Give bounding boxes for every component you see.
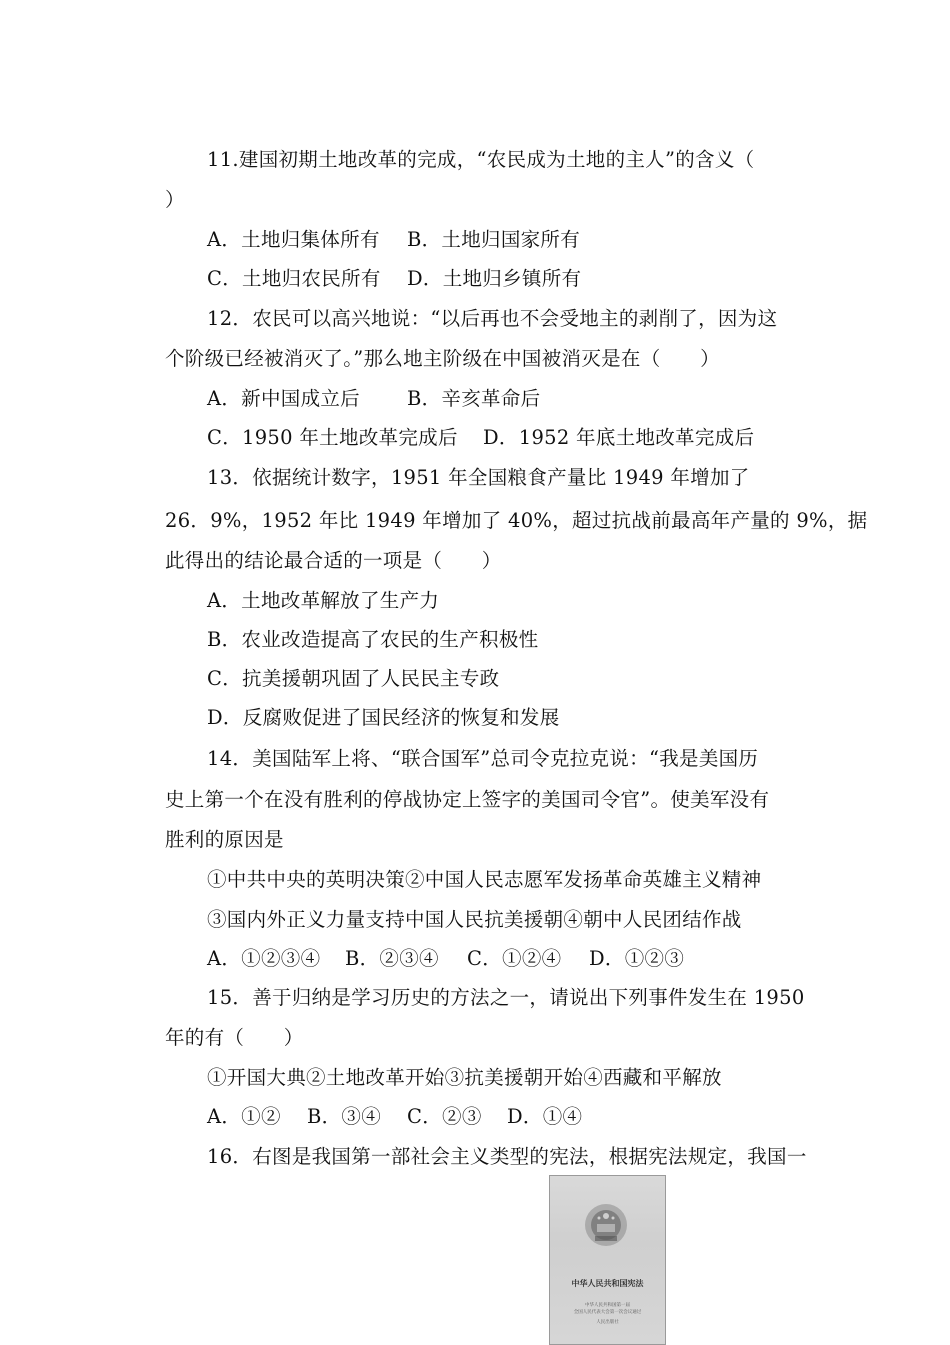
q12-option-a: A．新中国成立后 xyxy=(207,387,360,410)
q11-option-a: A．土地归集体所有 xyxy=(207,228,380,251)
q12-options-row2 xyxy=(207,424,837,452)
q12-options-row1 xyxy=(207,385,837,413)
q14-option-d: D．①②③ xyxy=(589,947,685,970)
q13-stem-line1: 13．依据统计数字，1951 年全国粮食产量比 1949 年增加了 xyxy=(207,466,750,489)
book-publisher: 人民出版社 xyxy=(596,1320,619,1325)
q14-options-row xyxy=(207,945,837,973)
q13-option-d: D．反腐败促进了国民经济的恢复和发展 xyxy=(207,706,560,729)
book-subtitle-2: 全国人民代表大会第一次会议通过 xyxy=(573,1310,642,1315)
q14-item-line1: ①中共中央的英明决策②中国人民志愿军发扬革命英雄主义精神 xyxy=(207,868,762,891)
q14-option-c: C．①②④ xyxy=(467,947,562,970)
q14-option-b: B．②③④ xyxy=(345,947,439,970)
q15-stem-line1: 15．善于归纳是学习历史的方法之一，请说出下列事件发生在 1950 xyxy=(207,986,805,1009)
q13-option-a: A．土地改革解放了生产力 xyxy=(207,589,440,612)
q11-stem-line2: ） xyxy=(165,188,185,211)
q12-stem-line2: 个阶级已经被消灭了。”那么地主阶级在中国被消灭是在（ ） xyxy=(165,347,720,370)
q11-option-c: C．土地归农民所有 xyxy=(207,267,381,290)
national-emblem-icon xyxy=(583,1202,629,1248)
q13-stem-line2: 26．9%，1952 年比 1949 年增加了 40%，超过抗战前最高年产量的 9%，据 xyxy=(165,509,868,532)
q15-item-line1: ①开国大典②土地改革开始③抗美援朝开始④西藏和平解放 xyxy=(207,1066,722,1089)
q15-option-d: D．①④ xyxy=(507,1105,583,1128)
q15-option-b: B．③④ xyxy=(307,1105,382,1128)
q11-options-row2 xyxy=(207,265,837,293)
q15-option-c: C．②③ xyxy=(407,1105,482,1128)
book-title: 中华人民共和国宪法 xyxy=(571,1279,644,1288)
q12-option-d: D．1952 年底土地改革完成后 xyxy=(483,426,755,449)
q16-stem-line1: 16．右图是我国第一部社会主义类型的宪法，根据宪法规定，我国一 xyxy=(207,1145,807,1168)
q13-stem-line3: 此得出的结论最合适的一项是（ ） xyxy=(165,549,502,572)
q14-item-line2: ③国内外正义力量支持中国人民抗美援朝④朝中人民团结作战 xyxy=(207,908,742,931)
constitution-book-image xyxy=(549,1175,666,1345)
q13-option-b: B．农业改造提高了农民的生产积极性 xyxy=(207,628,539,651)
q11-option-b: B．土地归国家所有 xyxy=(407,228,581,251)
q14-stem-line3: 胜利的原因是 xyxy=(165,828,284,851)
q15-stem-line2: 年的有（ ） xyxy=(165,1026,304,1049)
q11-option-d: D．土地归乡镇所有 xyxy=(407,267,582,290)
book-subtitle-1: 中华人民共和国第一届 xyxy=(585,1303,630,1308)
q14-stem-line2: 史上第一个在没有胜利的停战协定上签字的美国司令官”。使美军没有 xyxy=(165,788,770,811)
q15-option-a: A．①② xyxy=(207,1105,281,1128)
q14-stem-line1: 14．美国陆军上将、“联合国军”总司令克拉克说：“我是美国历 xyxy=(207,747,759,770)
q15-options-row xyxy=(207,1103,837,1131)
q12-option-b: B．辛亥革命后 xyxy=(407,387,541,410)
q12-option-c: C．1950 年土地改革完成后 xyxy=(207,426,458,449)
q14-option-a: A．①②③④ xyxy=(207,947,321,970)
q13-option-c: C．抗美援朝巩固了人民民主专政 xyxy=(207,667,500,690)
q11-stem-line1: 11.建国初期土地改革的完成，“农民成为土地的主人”的含义（ xyxy=(207,148,755,171)
q12-stem-line1: 12．农民可以高兴地说：“以后再也不会受地主的剥削了，因为这 xyxy=(207,307,778,330)
q11-options-row1 xyxy=(207,226,837,254)
